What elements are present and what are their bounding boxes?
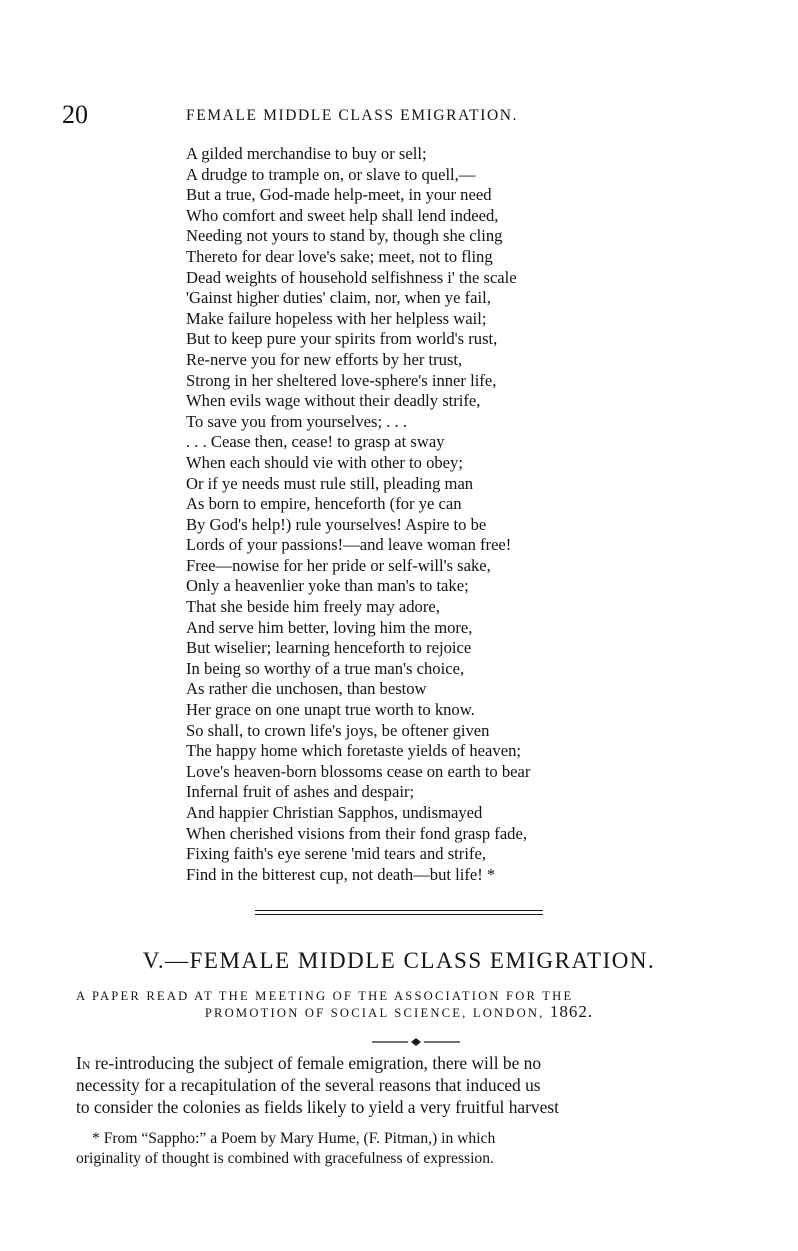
poem-line: But to keep pure your spirits from world's rust, [186, 329, 498, 349]
poem-line: Only a heavenlier yoke than man's to take; [186, 576, 469, 596]
body-paragraph-line-1 [76, 1052, 730, 1074]
dropcap-word: In [76, 1053, 91, 1073]
body-paragraph-line-3: to consider the colonies as fields likely to yield a very fruitful harvest [76, 1097, 559, 1117]
poem-line: Infernal fruit of ashes and despair; [186, 782, 415, 802]
poem-line: And happier Christian Sapphos, undismayed [186, 803, 483, 822]
running-title: FEMALE MIDDLE CLASS EMIGRATION. [186, 107, 519, 124]
poem-line: But wiselier; learning henceforth to rejoice [186, 638, 472, 658]
poem-line: When evils wage without their deadly strife, [186, 391, 481, 411]
poem-line: As born to empire, henceforth (for ye can [186, 494, 462, 514]
poem-line: Her grace on one unapt true worth to know. [186, 700, 475, 720]
poem-line: So shall, to crown life's joys, be oftener given [186, 720, 490, 740]
section-subheading-line-1: A PAPER READ AT THE MEETING OF THE ASSOCIATION FOR THE [76, 989, 574, 1003]
poem-line: That she beside him freely may adore, [186, 597, 440, 617]
poem-line: By God's help!) rule yourselves! Aspire to be [186, 514, 487, 534]
footnote-line-1: * From “Sappho:” a Poem by Mary Hume, (F. Pitman,) in which [92, 1130, 496, 1147]
poem-line: The happy home which foretaste yields of heaven; [186, 741, 521, 761]
footnote-line-2: originality of thought is combined with gracefulness of expression. [76, 1150, 494, 1167]
poem-line: Dead weights of household selfishness i' the scale [186, 267, 517, 287]
section-subheading-line-2 [0, 1003, 798, 1022]
poem-line: Lords of your passions!—and leave woman free! [186, 535, 512, 555]
poem-line: Re-nerve you for new efforts by her trust, [186, 349, 463, 369]
poem-line: Fixing faith's eye serene 'mid tears and strife, [186, 844, 486, 864]
poem-line: A drudge to trample on, or slave to quell,— [186, 164, 476, 184]
poem-line: Find in the bitterest cup, not death—but life! * [186, 864, 496, 884]
poem-line: In being so worthy of a true man's choice, [186, 658, 465, 678]
poem-line: A gilded merchandise to buy or sell; [186, 144, 427, 163]
poem-line: Needing not yours to stand by, though she cling [186, 226, 503, 246]
poem-line: To save you from yourselves; . . . [186, 411, 407, 431]
section-divider-top-rule [255, 910, 543, 911]
page-number: 20 [62, 100, 88, 129]
ornament-rule-icon [372, 1037, 460, 1047]
subheading-text: PROMOTION OF SOCIAL SCIENCE, LONDON, [204, 1006, 545, 1020]
poem-line: Free—nowise for her pride or self-will's sake, [186, 555, 491, 575]
poem-line: Who comfort and sweet help shall lend indeed, [186, 205, 499, 225]
poem-line: Or if ye needs must rule still, pleading man [186, 473, 474, 493]
poem-line: When each should vie with other to obey; [186, 452, 463, 472]
section-divider-bottom-rule [255, 914, 543, 915]
poem-line: And serve him better, loving him the more, [186, 617, 473, 637]
poem-line: Strong in her sheltered love-sphere's inner life, [186, 370, 497, 390]
poem-line: Make failure hopeless with her helpless wail; [186, 308, 487, 328]
poem-line: Thereto for dear love's sake; meet, not to fling [186, 246, 493, 266]
poem-line: When cherished visions from their fond grasp fade, [186, 823, 527, 843]
poem-line: 'Gainst higher duties' claim, nor, when ye fail, [186, 288, 491, 308]
body-line-1-text: re-introducing the subject of female emigration, there will be no [90, 1053, 542, 1073]
section-heading: V.—FEMALE MIDDLE CLASS EMIGRATION. [142, 948, 656, 973]
poem-line: But a true, God-made help-meet, in your need [186, 185, 492, 205]
running-head [58, 100, 738, 130]
body-paragraph-line-2: necessity for a recapitulation of the several reasons that induced us [76, 1075, 541, 1095]
poem-line: As rather die unchosen, than bestow [186, 679, 427, 699]
subheading-year: 1862. [549, 1002, 594, 1021]
poem-line: Love's heaven-born blossoms cease on earth to bear [186, 761, 531, 781]
poem-excerpt [186, 144, 646, 885]
poem-line: . . . Cease then, cease! to grasp at sway [186, 432, 445, 452]
